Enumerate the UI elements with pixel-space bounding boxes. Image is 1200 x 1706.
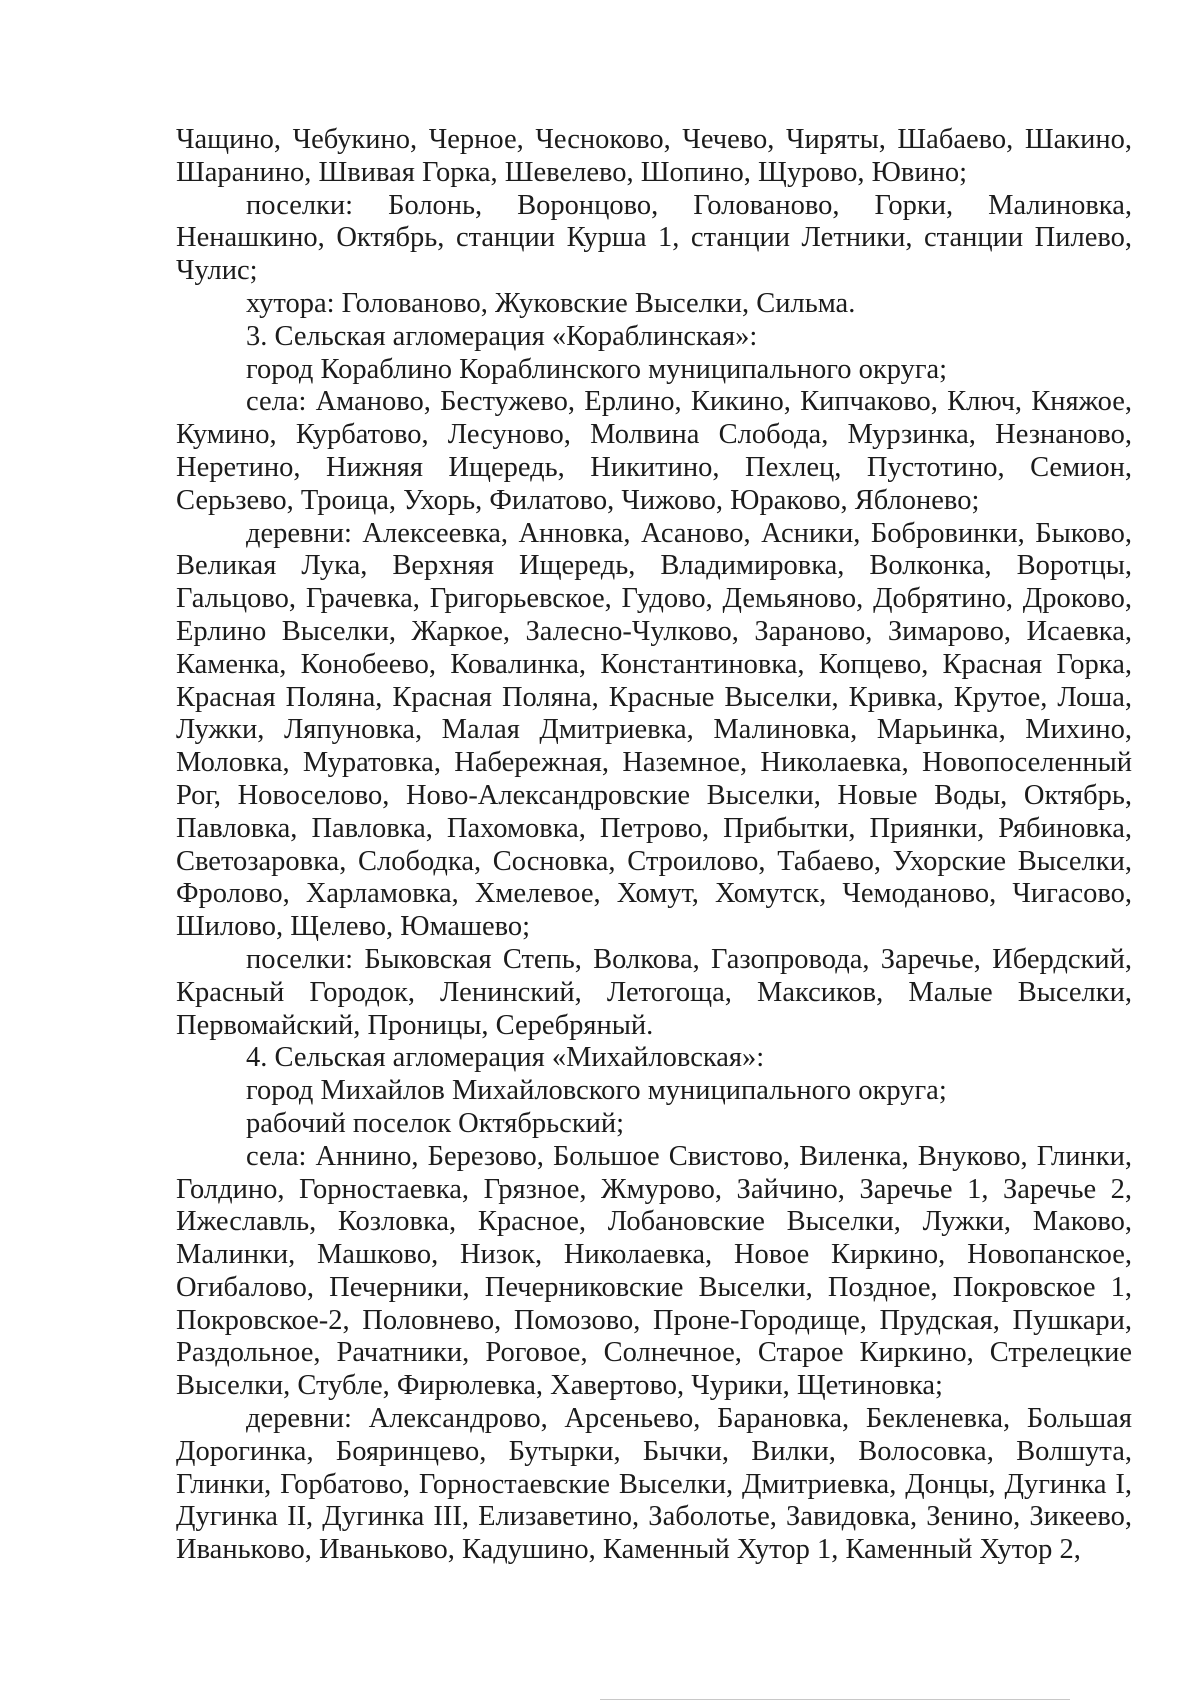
paragraph-2-settlements: поселки: Болонь, Воронцово, Голованово, Горки, Малиновка, Ненашкино, Октябрь, станции Курша 1, станции Летники, станции Пилево, Чулис; [176, 189, 1132, 287]
section-4-villages: села: Аннино, Березово, Большое Свистово, Виленка, Внуково, Глинки, Голдино, Горностаевка, Грязное, Жмурово, Зайчино, Заречье 1, Заречье 2, Ижеславль, Козловка, Красное, Лобановские Выселки, Лужки, Маково, Малинки, Машково, Низок, Николаевка, Новое Киркино, Новопанское, Огибалово, Печерники, Печерниковские Выселки, Поздное, Покровское 1, Покровское-2, Половнево, Помозово, Проне-Городище, Прудская, Пушкари, Раздольное, Рачатники, Роговое, Солнечное, Старое Киркино, Стрелецкие Выселки, Стубле, Фирюлевка, Хавертово, Чурики, Щетиновка; [176, 1140, 1132, 1402]
section-4-heading: 4. Сельская агломерация «Михайловская»: [246, 1042, 765, 1074]
section-3-settlements: поселки: Быковская Степь, Волкова, Газопровода, Заречье, Ибердский, Красный Городок, Ленинский, Летогоща, Максиков, Малые Выселки, Первомайский, Проницы, Серебряный. [176, 943, 1132, 1041]
section-3-villages: села: Аманово, Бестужево, Ерлино, Кикино, Кипчаково, Ключ, Княжое, Кумино, Курбатово, Лесуново, Молвина Слобода, Мурзинка, Незнаново, Неретино, Нижняя Ищередь, Никитино, Пехлец, Пустотино, Семион, Серьзево, Троица, Ухорь, Филатово, Чижово, Юраково, Яблонево; [176, 386, 1132, 516]
page-footer [0, 1666, 1200, 1706]
section-3-hamlets: деревни: Алексеевка, Анновка, Асаново, Асники, Бобровинки, Быково, Великая Лука, Верхняя Ищередь, Владимировка, Волконка, Воротцы, Гальцово, Грачевка, Григорьевское, Гудово, Демьяново, Добрятино, Дроково, Ерлино Выселки, Жаркое, Залесно-Чулково, Зараново, Зимарово, Исаевка, Каменка, Конобеево, Ковалинка, Константиновка, Копцево, Красная Горка, Красная Поляна, Красная Поляна, Красные Выселки, Кривка, Крутое, Лоша, Лужки, Ляпуновка, Малая Дмитриевка, Малиновка, Марьинка, Михино, Моловка, Муратовка, Набережная, Наземное, Николаевка, Новопоселенный Рог, Новоселово, Ново-Александровские Выселки, Новые Воды, Октябрь, Павловка, Павловка, Пахомовка, Петрово, Прибытки, Приянки, Рябиновка, Светозаровка, Слободка, Сосновка, Строилово, Табаево, Ухорские Выселки, Фролово, Харламовка, Хмелевое, Хомут, Хомутск, Чемоданово, Чигасово, Шилово, Щелево, Юмашево; [176, 517, 1132, 943]
footer-rule [600, 1699, 1070, 1700]
section-4-hamlets: деревни: Александрово, Арсеньево, Барановка, Бекленевка, Большая Дорогинка, Бояринцево, Бутырки, Бычки, Вилки, Волосовка, Волшута, Глинки, Горбатово, Горностаевские Выселки, Дмитриевка, Донцы, Дугинка I, Дугинка II, Дугинка III, Елизаветино, Заболотье, Завидовка, Зенино, Зикеево, Иваньково, Иваньково, Кадушино, Каменный Хутор 1, Каменный Хутор 2, [176, 1403, 1132, 1566]
section-4-city: город Михайлов Михайловского муниципального округа; [246, 1075, 947, 1107]
section-4-workers-settlement: рабочий поселок Октябрьский; [246, 1107, 625, 1139]
paragraph-1-continuation: Чащино, Чебукино, Черное, Чесноково, Чечево, Чиряты, Шабаево, Шакино, Шаранино, Швивая Горка, Шевелево, Шопино, Щурово, Ювино; [176, 124, 1132, 188]
section-3-heading: 3. Сельская агломерация «Кораблинская»: [246, 320, 758, 352]
paragraph-3-farmsteads: хутора: Голованово, Жуковские Выселки, Сильма. [246, 287, 856, 319]
section-3-city: город Кораблино Кораблинского муниципального округа; [246, 353, 948, 385]
document-body [176, 124, 1132, 1567]
